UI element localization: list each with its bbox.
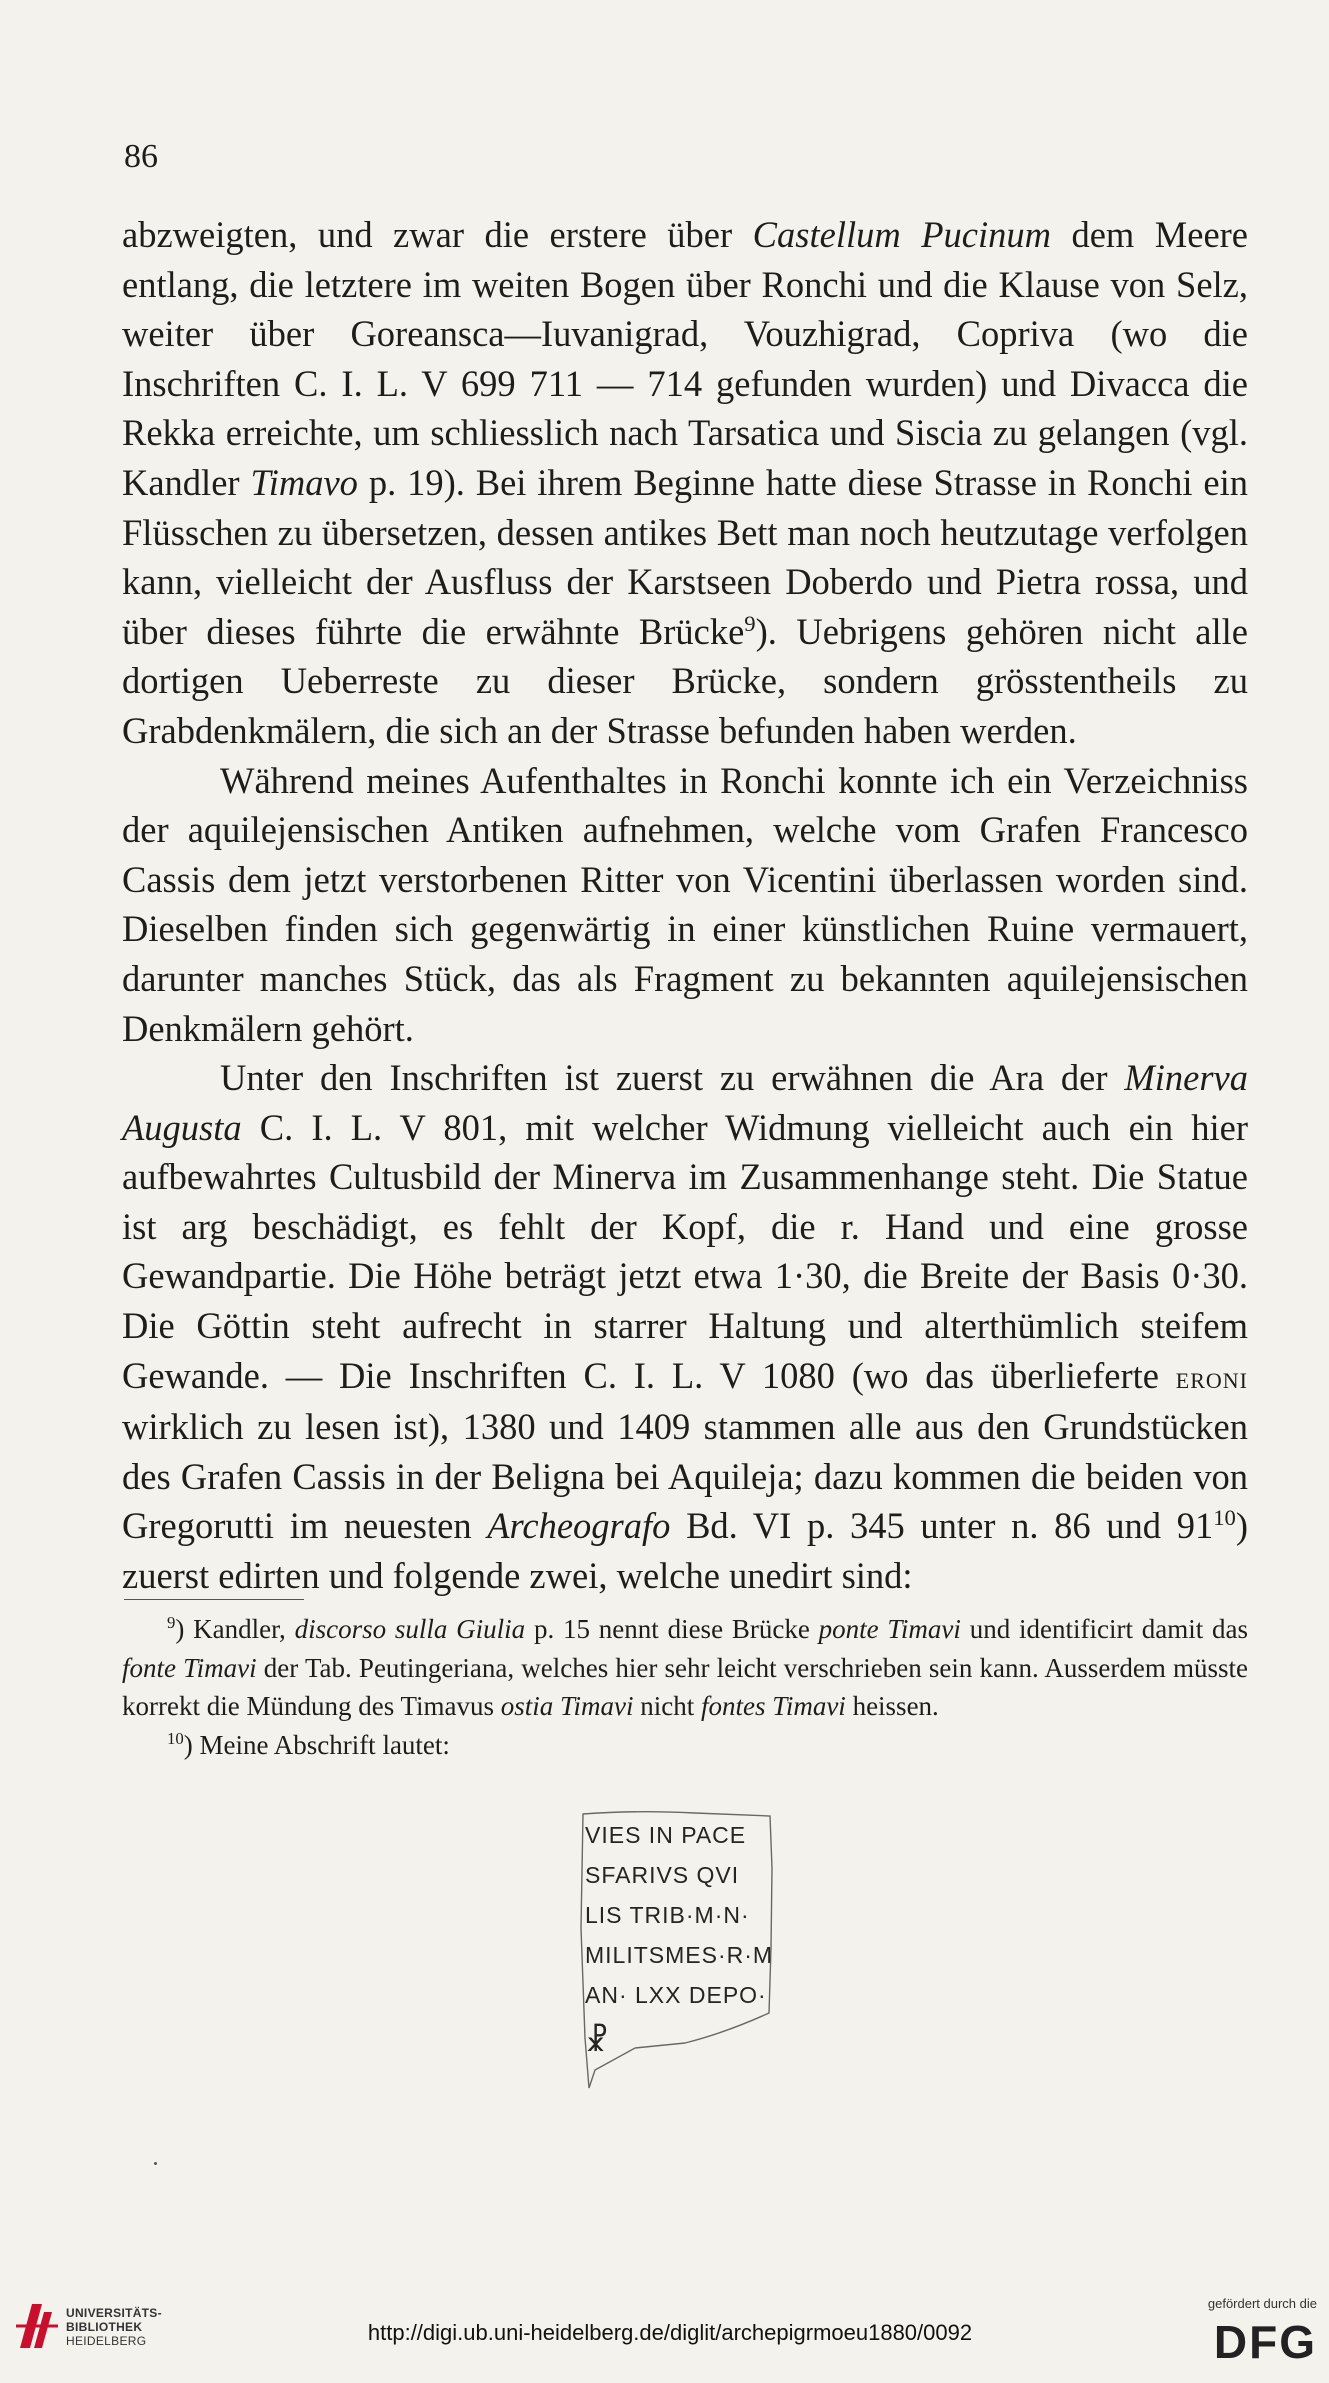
footnote-ref: 9: [744, 610, 756, 636]
text-run: Bd. VI p. 345 unter n. 86 und 91: [670, 1505, 1214, 1547]
text-run: nicht: [633, 1691, 702, 1721]
funding-badge[interactable]: [1172, 2296, 1317, 2376]
footnotes: [122, 1610, 1248, 1764]
paragraph: [122, 756, 1248, 1054]
italic-term: Minerva Augusta: [122, 1057, 1248, 1148]
page-number: 86: [124, 138, 158, 175]
footnote-ref: 10: [1213, 1505, 1236, 1531]
small-caps-term: eroni: [1175, 1358, 1248, 1395]
italic-term: ostia Timavi: [500, 1691, 634, 1721]
text-run: p. 19). Bei ihrem Beginne hatte diese Strasse in Ronchi ein Flüsschen zu übersetzen, dessen antikes Bett man noch heutzutage verfolgen kann, vielleicht der Ausfluss der Karstseen Doberdo und Pietra rossa, und über dieses führte die erwähnte Brücke: [122, 461, 1248, 652]
italic-term: Archeografo: [487, 1505, 671, 1547]
text-run: ) zuerst edirten und folgende zwei, welche unedirt sind:: [122, 1505, 1248, 1597]
text-run: Unter den Inschriften ist zuerst zu erwähnen die Ara der: [220, 1057, 1125, 1099]
text-run: ) Kandler,: [175, 1614, 295, 1644]
footnote: [122, 1610, 1248, 1726]
dfg-logo: DFG: [1213, 2316, 1317, 2368]
body-text: [122, 210, 1248, 1601]
text-run: ) Meine Abschrift lautet:: [183, 1729, 450, 1760]
text-run: abzweigten, und zwar die erstere über: [122, 214, 753, 255]
italic-term: fonte Timavi: [122, 1652, 257, 1683]
library-name-line-3: HEIDELBERG: [66, 2334, 147, 2348]
text-run: C. I. L. V 801, mit welcher Widmung vielleicht auch ein hier aufbewahrtes Cultusbild der Minerva im Zusammenhange steht. Die Statue ist arg beschädigt, es fehlt der Kopf, die r. Hand und eine grosse Gewandpartie. Die Höhe beträgt jetzt etwa 1·30, die Breite der Basis 0·30. Die Göttin steht aufrecht in starrer Haltung und alterthümlich steifem Gewande. — Die Inschriften C. I. L. V 1080 (wo das überlieferte: [122, 1106, 1248, 1396]
footer: [0, 2290, 1329, 2383]
text-run: Während meines Aufenthaltes in Ronchi konnte ich ein Verzeichniss der aquilejensischen Antiken aufnehmen, welche vom Grafen Francesco Cassis dem jetzt verstorbenen Ritter von Vicentini überlassen worden sind. Dieselben finden sich gegenwärtig in einer künstlichen Ruine vermauert, darunter manches Stück, das als Fragment zu bekannten aquilejensischen Denkmälern gehört.: [122, 759, 1248, 1049]
italic-term: ponte Timavi: [818, 1614, 961, 1644]
italic-term: Timavo: [250, 461, 358, 503]
library-emblem-icon: [14, 2296, 60, 2354]
text-run: der Tab. Peutingeriana, welches hier sehr leicht verschrieben sein kann. Ausserdem müsste korrekt die Mündung des Timavus: [122, 1652, 1248, 1721]
italic-term: discorso sulla Giulia: [294, 1614, 526, 1644]
university-library-logo[interactable]: [14, 2290, 174, 2365]
inscription-line-3: LIS TRIB·M·N·: [585, 1902, 750, 1928]
inscription-line-4: MILITSMES·R·M: [585, 1942, 774, 1968]
footnote-ref: 9: [167, 1613, 176, 1632]
inscription-line-1: VIES IN PACE: [585, 1822, 747, 1848]
footnote-ref: 10: [167, 1728, 184, 1748]
funding-caption: gefördert durch die: [1207, 2296, 1317, 2311]
footnote: [122, 1726, 1248, 1765]
inscription-line-2: SFARIVS QVI: [585, 1862, 740, 1888]
text-run: wirklich zu lesen ist), 1380 und 1409 stammen alle aus den Grundstücken des Grafen Cassis in der Beligna bei Aquileja; dazu kommen die beiden von Gregorutti im neuesten: [122, 1406, 1248, 1547]
text-run: und identificirt damit das: [960, 1614, 1248, 1644]
stray-mark: [154, 2162, 157, 2165]
text-run: p. 15 nennt diese Brücke: [525, 1614, 819, 1644]
library-name-line-1: UNIVERSITÄTS-: [66, 2306, 162, 2320]
text-run: ). Uebrigens gehören nicht alle dortigen Ueberreste zu dieser Brücke, sondern grösstentheils zu Grabdenkmälern, die sich an der Strasse befunden haben werden.: [122, 610, 1248, 751]
text-run: heissen.: [845, 1691, 939, 1721]
inscription-drawing: [575, 1808, 780, 2091]
paragraph: [122, 1053, 1248, 1601]
text-run: dem Meere entlang, die letztere im weiten Bogen über Ronchi und die Klause von Selz, weiter über Goreansca—Iuvanigrad, Vouzhigrad, Copriva (wo die Inschriften C. I. L. V 699 711 — 714 gefunden wurden) und Divacca die Rekka erreichte, um schliesslich nach Tarsatica und Siscia zu gelangen (vgl. Kandler: [122, 214, 1248, 503]
inscription-line-5: AN· LXX DEPO·: [585, 1982, 767, 2008]
paragraph: [122, 210, 1248, 756]
inscription-line-6: ☧: [585, 2025, 610, 2058]
footnote-rule: [124, 1599, 304, 1600]
library-name-line-2: BIBLIOTHEK: [66, 2320, 143, 2334]
source-url-link[interactable]: http://digi.ub.uni-heidelberg.de/diglit/archepigrmoeu1880/0092: [367, 2320, 973, 2345]
italic-term: fontes Timavi: [701, 1691, 846, 1721]
italic-term: Castellum Pucinum: [752, 214, 1051, 255]
